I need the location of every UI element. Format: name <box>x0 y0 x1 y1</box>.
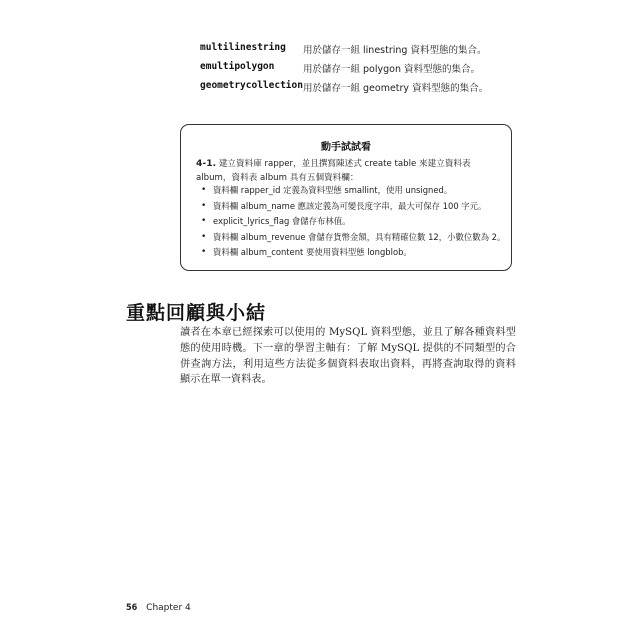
definition-row <box>200 61 520 80</box>
exercise-bullet: • 資料欄 album_content 要使用資料型態 longblob。 <box>201 245 506 261</box>
page-footer <box>126 603 191 613</box>
definition-term: multilinestring <box>200 42 286 53</box>
definition-description: 用於儲存一組 linestring 資料型態的集合。 <box>303 45 487 56</box>
exercise-intro <box>196 157 506 185</box>
exercise-number: 4-1. <box>196 158 217 169</box>
exercise-intro-line-2: album，資料表 album 具有五個資料欄： <box>196 172 359 183</box>
exercise-box <box>180 124 512 271</box>
definition-term: geometrycollection <box>200 80 303 91</box>
exercise-bullet: • 資料欄 album_revenue 會儲存貨幣金額，具有精確位數 12，小數位數為 2。 <box>201 230 506 246</box>
chapter-label: Chapter 4 <box>146 603 191 613</box>
exercise-intro-line-1: 建立資料庫 rapper，並且撰寫陳述式 create table 來建立資料表 <box>218 159 471 169</box>
exercise-bullet: • 資料欄 rapper_id 定義為資料型態 smallint，使用 unsigned。 <box>201 183 506 199</box>
summary-paragraph: 讀者在本章已經探索可以使用的 MySQL 資料型態，並且了解各種資料型態的使用時機。下一章的學習主軸有：了解 MySQL 提供的不同類型的合併查詢方法，利用這些方法從多個資料表取出資料，再將查詢取得的資料顯示在單一資料表。 <box>180 327 516 386</box>
definition-description: 用於儲存一組 polygon 資料型態的集合。 <box>303 64 481 75</box>
definition-row <box>200 80 520 99</box>
definition-term: emultipolygon <box>200 61 275 72</box>
page-number: 56 <box>126 603 138 613</box>
definition-description: 用於儲存一組 geometry 資料型態的集合。 <box>303 83 489 94</box>
definition-row <box>200 42 520 61</box>
exercise-bullet-list <box>201 183 506 261</box>
exercise-title: 動手試試看 <box>321 142 371 153</box>
section-title: 重點回顧與小結 <box>126 302 267 324</box>
definition-list <box>200 42 520 99</box>
exercise-bullet: • 資料欄 album_name 應該定義為可變長度字串，最大可保存 100 字元。 <box>201 199 506 215</box>
exercise-bullet: • explicit_lyrics_flag 會儲存布林值。 <box>201 214 506 230</box>
